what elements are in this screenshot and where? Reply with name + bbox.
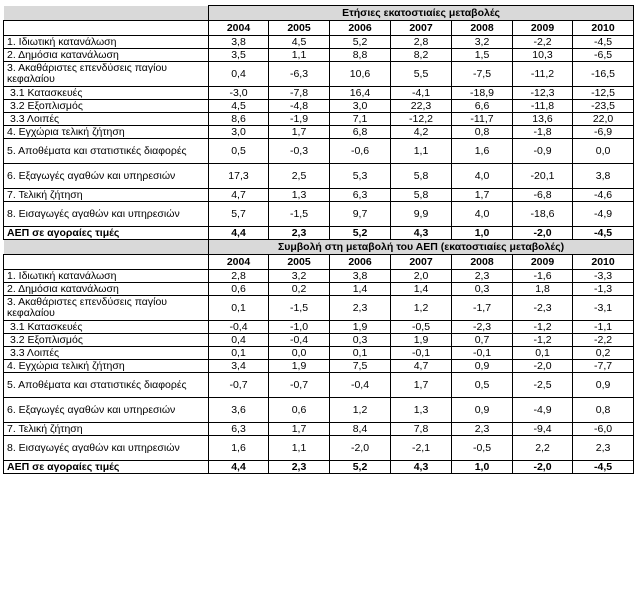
value-cell: 0,8	[573, 398, 634, 423]
value-cell: 3,2	[452, 36, 513, 49]
value-cell: -6,5	[573, 49, 634, 62]
value-cell: 0,4	[209, 62, 269, 87]
row-label: 3.3 Λοιπές	[4, 347, 209, 360]
year-header: 2010	[573, 21, 634, 36]
value-cell: 1,5	[452, 49, 513, 62]
table-row	[4, 202, 634, 227]
row-label: 1. Ιδιωτική κατανάλωση	[4, 36, 209, 49]
value-cell: -6,0	[573, 423, 634, 436]
value-cell: 0,6	[269, 398, 330, 423]
value-cell: -0,4	[269, 334, 330, 347]
value-cell: -4,6	[573, 189, 634, 202]
value-cell: 0,2	[573, 347, 634, 360]
row-label: 7. Τελική ζήτηση	[4, 423, 209, 436]
value-cell: 5,5	[391, 62, 452, 87]
value-cell: 10,6	[330, 62, 391, 87]
value-cell: 4,7	[209, 189, 269, 202]
value-cell: -6,3	[269, 62, 330, 87]
value-cell: 7,8	[391, 423, 452, 436]
value-cell: 0,0	[269, 347, 330, 360]
row-label: ΑΕΠ σε αγοραίες τιμές	[4, 461, 209, 474]
value-cell: -1,1	[573, 321, 634, 334]
table-row	[4, 373, 634, 398]
value-cell: 1,9	[330, 321, 391, 334]
value-cell: -12,2	[391, 113, 452, 126]
value-cell: 0,9	[452, 398, 513, 423]
section1-title: Ετήσιες εκατοστιαίες μεταβολές	[209, 6, 634, 21]
row-label: 6. Εξαγωγές αγαθών και υπηρεσιών	[4, 164, 209, 189]
row-label: 6. Εξαγωγές αγαθών και υπηρεσιών	[4, 398, 209, 423]
value-cell: -23,5	[573, 100, 634, 113]
value-cell: 5,2	[330, 227, 391, 240]
table-row	[4, 334, 634, 347]
value-cell: -9,4	[513, 423, 573, 436]
value-cell: 2,3	[330, 296, 391, 321]
value-cell: 1,8	[513, 283, 573, 296]
value-cell: -4,9	[513, 398, 573, 423]
value-cell: 4,3	[391, 461, 452, 474]
value-cell: 1,6	[452, 139, 513, 164]
value-cell: 0,6	[209, 283, 269, 296]
value-cell: -1,5	[269, 296, 330, 321]
row-label: 1. Ιδιωτική κατανάλωση	[4, 270, 209, 283]
value-cell: 0,9	[452, 360, 513, 373]
value-cell: 0,7	[452, 334, 513, 347]
value-cell: -4,5	[573, 461, 634, 474]
table-row	[4, 360, 634, 373]
value-cell: 4,0	[452, 164, 513, 189]
value-cell: -1,5	[269, 202, 330, 227]
value-cell: 5,2	[330, 461, 391, 474]
table-row	[4, 189, 634, 202]
section1-header-row	[4, 6, 634, 21]
value-cell: 4,5	[209, 100, 269, 113]
table-row	[4, 347, 634, 360]
value-cell: -1,8	[513, 126, 573, 139]
table-row	[4, 227, 634, 240]
value-cell: -18,9	[452, 87, 513, 100]
value-cell: 2,3	[452, 423, 513, 436]
value-cell: 8,6	[209, 113, 269, 126]
value-cell: 2,5	[269, 164, 330, 189]
section2-years-row	[4, 255, 634, 270]
value-cell: -3,1	[573, 296, 634, 321]
value-cell: -12,3	[513, 87, 573, 100]
row-label: 3.2 Εξοπλισμός	[4, 334, 209, 347]
value-cell: 2,3	[452, 270, 513, 283]
value-cell: 3,8	[330, 270, 391, 283]
value-cell: -1,2	[513, 334, 573, 347]
value-cell: -3,0	[209, 87, 269, 100]
year-header: 2007	[391, 21, 452, 36]
value-cell: 3,0	[330, 100, 391, 113]
year-header: 2010	[573, 255, 634, 270]
table-row	[4, 436, 634, 461]
value-cell: -7,7	[573, 360, 634, 373]
value-cell: 3,5	[209, 49, 269, 62]
section2-title: Συμβολή στη μεταβολή του ΑΕΠ (εκατοστιαίες μεταβολές)	[209, 240, 634, 255]
value-cell: -1,6	[513, 270, 573, 283]
value-cell: -20,1	[513, 164, 573, 189]
table-row	[4, 398, 634, 423]
table-row	[4, 100, 634, 113]
value-cell: 9,9	[391, 202, 452, 227]
value-cell: -0,4	[209, 321, 269, 334]
years-blank-cell	[4, 255, 209, 270]
value-cell: 0,3	[330, 334, 391, 347]
row-label: 3.1 Κατασκευές	[4, 87, 209, 100]
value-cell: 3,8	[209, 36, 269, 49]
value-cell: 7,5	[330, 360, 391, 373]
value-cell: -2,0	[513, 227, 573, 240]
value-cell: 1,3	[391, 398, 452, 423]
table-row	[4, 62, 634, 87]
value-cell: -1,3	[573, 283, 634, 296]
value-cell: -0,1	[452, 347, 513, 360]
value-cell: 1,7	[269, 126, 330, 139]
value-cell: 1,0	[452, 461, 513, 474]
value-cell: -2,5	[513, 373, 573, 398]
value-cell: 1,1	[391, 139, 452, 164]
value-cell: -11,2	[513, 62, 573, 87]
value-cell: -1,2	[513, 321, 573, 334]
row-label: 3.3 Λοιπές	[4, 113, 209, 126]
value-cell: 0,4	[209, 334, 269, 347]
value-cell: -7,5	[452, 62, 513, 87]
table-row	[4, 270, 634, 283]
table-row	[4, 36, 634, 49]
value-cell: -11,8	[513, 100, 573, 113]
table-row	[4, 461, 634, 474]
value-cell: -0,7	[209, 373, 269, 398]
row-label: 3. Ακαθάριστες επενδύσεις παγίου κεφαλαίου	[4, 296, 209, 321]
row-label: 4. Εγχώρια τελική ζήτηση	[4, 126, 209, 139]
value-cell: -12,5	[573, 87, 634, 100]
value-cell: -4,5	[573, 227, 634, 240]
row-label: ΑΕΠ σε αγοραίες τιμές	[4, 227, 209, 240]
row-label: 3.2 Εξοπλισμός	[4, 100, 209, 113]
value-cell: 0,0	[573, 139, 634, 164]
value-cell: 6,8	[330, 126, 391, 139]
value-cell: -18,6	[513, 202, 573, 227]
year-header: 2008	[452, 255, 513, 270]
value-cell: 2,2	[513, 436, 573, 461]
value-cell: 16,4	[330, 87, 391, 100]
table-row	[4, 49, 634, 62]
value-cell: -4,5	[573, 36, 634, 49]
value-cell: -4,1	[391, 87, 452, 100]
value-cell: 3,8	[573, 164, 634, 189]
years-blank-cell	[4, 21, 209, 36]
value-cell: 1,4	[391, 283, 452, 296]
value-cell: 8,8	[330, 49, 391, 62]
value-cell: 5,2	[330, 36, 391, 49]
value-cell: 6,3	[209, 423, 269, 436]
value-cell: 0,5	[209, 139, 269, 164]
value-cell: -11,7	[452, 113, 513, 126]
value-cell: -7,8	[269, 87, 330, 100]
value-cell: 0,5	[452, 373, 513, 398]
value-cell: 1,4	[330, 283, 391, 296]
value-cell: 4,2	[391, 126, 452, 139]
value-cell: 0,1	[513, 347, 573, 360]
value-cell: -0,5	[452, 436, 513, 461]
value-cell: -0,6	[330, 139, 391, 164]
value-cell: 0,1	[209, 347, 269, 360]
value-cell: 4,4	[209, 461, 269, 474]
table-row	[4, 139, 634, 164]
year-header: 2005	[269, 21, 330, 36]
value-cell: -1,9	[269, 113, 330, 126]
value-cell: -2,3	[513, 296, 573, 321]
row-label: 5. Αποθέματα και στατιστικές διαφορές	[4, 373, 209, 398]
value-cell: 5,7	[209, 202, 269, 227]
value-cell: 1,6	[209, 436, 269, 461]
value-cell: 0,8	[452, 126, 513, 139]
table-row	[4, 423, 634, 436]
row-label: 3. Ακαθάριστες επενδύσεις παγίου κεφαλαίου	[4, 62, 209, 87]
row-label: 7. Τελική ζήτηση	[4, 189, 209, 202]
value-cell: -1,0	[269, 321, 330, 334]
value-cell: -3,3	[573, 270, 634, 283]
value-cell: 4,3	[391, 227, 452, 240]
value-cell: -2,0	[513, 461, 573, 474]
value-cell: 0,2	[269, 283, 330, 296]
value-cell: 17,3	[209, 164, 269, 189]
value-cell: -0,7	[269, 373, 330, 398]
header-blank-cell	[4, 6, 209, 21]
value-cell: -4,9	[573, 202, 634, 227]
value-cell: -0,4	[330, 373, 391, 398]
value-cell: -2,0	[330, 436, 391, 461]
year-header: 2009	[513, 255, 573, 270]
value-cell: -0,9	[513, 139, 573, 164]
year-header: 2004	[209, 255, 269, 270]
row-label: 8. Εισαγωγές αγαθών και υπηρεσιών	[4, 202, 209, 227]
value-cell: 0,1	[330, 347, 391, 360]
value-cell: -6,9	[573, 126, 634, 139]
value-cell: -0,3	[269, 139, 330, 164]
value-cell: -1,7	[452, 296, 513, 321]
value-cell: 5,3	[330, 164, 391, 189]
value-cell: 0,9	[573, 373, 634, 398]
value-cell: 3,4	[209, 360, 269, 373]
value-cell: -0,1	[391, 347, 452, 360]
value-cell: -2,2	[513, 36, 573, 49]
value-cell: 2,0	[391, 270, 452, 283]
value-cell: 1,1	[269, 49, 330, 62]
value-cell: 8,2	[391, 49, 452, 62]
value-cell: 5,8	[391, 164, 452, 189]
value-cell: 6,6	[452, 100, 513, 113]
value-cell: 2,3	[269, 227, 330, 240]
value-cell: 1,0	[452, 227, 513, 240]
value-cell: 3,0	[209, 126, 269, 139]
value-cell: 4,4	[209, 227, 269, 240]
value-cell: 6,3	[330, 189, 391, 202]
value-cell: 22,3	[391, 100, 452, 113]
value-cell: 3,2	[269, 270, 330, 283]
value-cell: 13,6	[513, 113, 573, 126]
value-cell: 1,7	[391, 373, 452, 398]
year-header: 2008	[452, 21, 513, 36]
value-cell: 9,7	[330, 202, 391, 227]
value-cell: 10,3	[513, 49, 573, 62]
row-label: 5. Αποθέματα και στατιστικές διαφορές	[4, 139, 209, 164]
value-cell: 1,9	[391, 334, 452, 347]
value-cell: -16,5	[573, 62, 634, 87]
table-row	[4, 87, 634, 100]
value-cell: 1,7	[269, 423, 330, 436]
section2-header-row	[4, 240, 634, 255]
year-header: 2007	[391, 255, 452, 270]
value-cell: 2,3	[269, 461, 330, 474]
table-row	[4, 283, 634, 296]
row-label: 2. Δημόσια κατανάλωση	[4, 283, 209, 296]
gdp-table	[3, 5, 634, 474]
value-cell: 0,3	[452, 283, 513, 296]
row-label: 8. Εισαγωγές αγαθών και υπηρεσιών	[4, 436, 209, 461]
value-cell: 2,8	[391, 36, 452, 49]
value-cell: 8,4	[330, 423, 391, 436]
value-cell: -2,1	[391, 436, 452, 461]
table-row	[4, 126, 634, 139]
value-cell: -0,5	[391, 321, 452, 334]
value-cell: 3,6	[209, 398, 269, 423]
value-cell: -2,2	[573, 334, 634, 347]
table-row	[4, 296, 634, 321]
year-header: 2004	[209, 21, 269, 36]
table-row	[4, 321, 634, 334]
value-cell: 1,2	[391, 296, 452, 321]
row-label: 4. Εγχώρια τελική ζήτηση	[4, 360, 209, 373]
row-label: 2. Δημόσια κατανάλωση	[4, 49, 209, 62]
value-cell: 2,3	[573, 436, 634, 461]
value-cell: 1,7	[452, 189, 513, 202]
value-cell: 7,1	[330, 113, 391, 126]
value-cell: 1,9	[269, 360, 330, 373]
value-cell: 1,1	[269, 436, 330, 461]
section1-years-row	[4, 21, 634, 36]
value-cell: -4,8	[269, 100, 330, 113]
table-row	[4, 164, 634, 189]
year-header: 2005	[269, 255, 330, 270]
value-cell: 4,0	[452, 202, 513, 227]
value-cell: -2,0	[513, 360, 573, 373]
value-cell: 4,5	[269, 36, 330, 49]
year-header: 2006	[330, 255, 391, 270]
value-cell: 22,0	[573, 113, 634, 126]
value-cell: -2,3	[452, 321, 513, 334]
value-cell: 1,3	[269, 189, 330, 202]
header-blank-cell	[4, 240, 209, 255]
value-cell: 5,8	[391, 189, 452, 202]
year-header: 2009	[513, 21, 573, 36]
value-cell: -6,8	[513, 189, 573, 202]
value-cell: 2,8	[209, 270, 269, 283]
value-cell: 0,1	[209, 296, 269, 321]
year-header: 2006	[330, 21, 391, 36]
table-row	[4, 113, 634, 126]
value-cell: 1,2	[330, 398, 391, 423]
value-cell: 4,7	[391, 360, 452, 373]
row-label: 3.1 Κατασκευές	[4, 321, 209, 334]
